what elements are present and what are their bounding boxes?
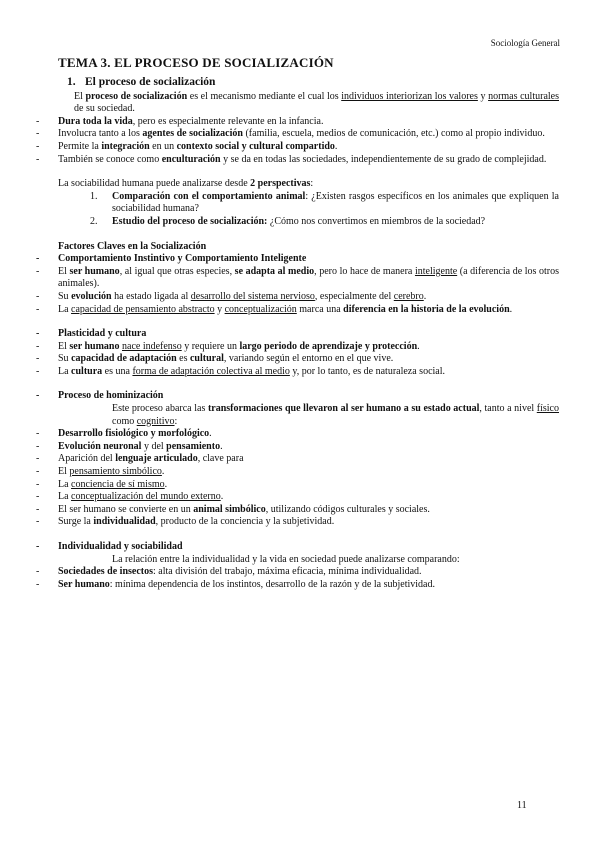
factors-heading: Factores Claves en la Socialización	[58, 240, 207, 252]
running-header: Sociología General	[490, 38, 560, 48]
factor-heading: - Proceso de hominización	[58, 390, 559, 403]
page-number: 11	[517, 800, 527, 811]
list-item: 2. Estudio del proceso de socialización: ¿Cómo nos convertimos en miembros de la sociedad?	[90, 215, 486, 227]
hominization-paragraph: Este proceso abarca las transformaciones que llevaron al ser humano a su estado actual, tanto a nivel físico como cognitivo:	[112, 403, 559, 427]
factor-bullet-list	[58, 266, 559, 316]
perspectives-intro: La sociabilidad humana puede analizarse desde 2 perspectivas:	[58, 178, 314, 190]
factor-bullet-list	[58, 566, 559, 591]
factor-heading: - Individualidad y sociabilidad	[58, 541, 559, 554]
sociability-paragraph: La relación entre la individualidad y la vida en sociedad puede analizarse comparando:	[112, 553, 460, 565]
factor-bullet-list	[58, 428, 559, 466]
list-item: - Permite la integración en un contexto social y cultural compartido.	[58, 141, 559, 154]
perspectives-list	[90, 190, 559, 229]
factor-heading: - Plasticidad y cultura	[58, 328, 559, 341]
nested-bullet-list	[58, 466, 559, 504]
document-body	[58, 76, 559, 591]
list-item: - Aparición del lenguaje articulado, clave para	[58, 453, 559, 466]
list-item: - Ser humano: mínima dependencia de los instintos, desarrollo de la razón y de la subjetividad.	[58, 579, 559, 592]
factor-heading: - Comportamiento Instintivo y Comportamiento Inteligente	[58, 253, 559, 266]
factor-item	[58, 390, 559, 403]
section-title: El proceso de socialización	[85, 76, 216, 88]
list-item: - También se conoce como enculturación y se da en todas las sociedades, independientemente de su grado de complejidad.	[58, 154, 559, 167]
list-item: - La cultura es una forma de adaptación colectiva al medio y, por lo tanto, es de naturaleza social.	[58, 366, 559, 379]
list-item: - Evolución neuronal y del pensamiento.	[58, 441, 559, 454]
list-item: - El ser humano se convierte en un animal simbólico, utilizando códigos culturales y sociales.	[58, 504, 559, 517]
list-item: - Dura toda la vida, pero es especialmente relevante en la infancia.	[58, 116, 559, 129]
section-number: 1.	[67, 76, 76, 88]
list-item: 1. Comparación con el comportamiento animal: ¿Existen rasgos específicos en los animales que expliquen la sociabilidad humana?	[90, 190, 559, 215]
intro-bullet-list	[58, 116, 559, 166]
list-item: - La conceptualización del mundo externo.	[58, 491, 559, 504]
page-title: TEMA 3. EL PROCESO DE SOCIALIZACIÓN	[58, 55, 334, 70]
list-item: - El ser humano nace indefenso y requiere un largo periodo de aprendizaje y protección.	[58, 341, 559, 354]
list-item: - Desarrollo fisiológico y morfológico.	[58, 428, 559, 441]
factor-bullet-list	[58, 341, 559, 379]
factor-bullet-list	[58, 504, 559, 529]
factor-item	[58, 253, 559, 266]
list-item: - Sociedades de insectos: alta división del trabajo, máxima eficacia, mínima individualidad.	[58, 566, 559, 579]
list-item: - La conciencia de sí mismo.	[58, 479, 559, 492]
factor-item	[58, 541, 559, 554]
section-heading	[67, 76, 559, 89]
intro-paragraph: El proceso de socialización es el mecanismo mediante el cual los individuos interiorizan los valores y normas culturales de su sociedad.	[74, 90, 559, 115]
list-item: - El ser humano, al igual que otras especies, se adapta al medio, pero lo hace de manera inteligente (a diferencia de los otros animales).	[58, 266, 559, 291]
list-item: - La capacidad de pensamiento abstracto y conceptualización marca una diferencia en la historia de la evolución.	[58, 304, 559, 317]
list-item: - Involucra tanto a los agentes de socialización (familia, escuela, medios de comunicación, etc.) como al propio individuo.	[58, 128, 559, 141]
list-item: - Surge la individualidad, producto de la conciencia y la subjetividad.	[58, 516, 559, 529]
list-item: - Su evolución ha estado ligada al desarrollo del sistema nervioso, especialmente del cerebro.	[58, 291, 559, 304]
list-item: - El pensamiento simbólico.	[58, 466, 559, 479]
factor-item	[58, 328, 559, 341]
list-item: - Su capacidad de adaptación es cultural, variando según el entorno en el que vive.	[58, 353, 559, 366]
